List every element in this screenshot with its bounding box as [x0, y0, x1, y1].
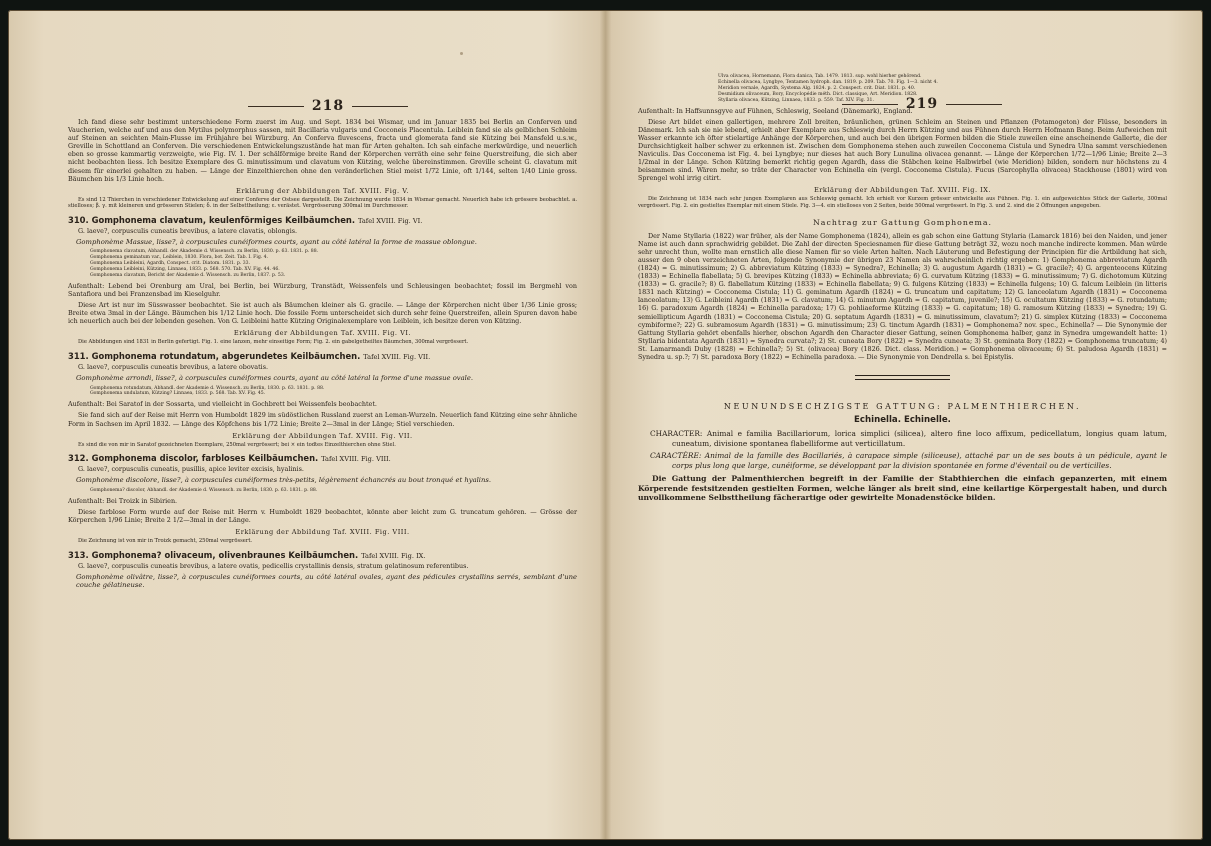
french-diagnosis: Gomphonème Massue, lisse?, à corpuscules cunéiformes courts, ayant au côté latéral la forme de massue oblongue.: [76, 238, 477, 247]
reference-line: Echinella olivacea, Lyngbye, Tentamen hydroph. dan. 1819. p. 209. Tab. 70. Fig. 1—3. nicht 4.: [718, 79, 938, 85]
species-title: 312. Gomphonema discolor, farbloses Keilbäumchen.: [68, 453, 319, 464]
explanation-text: Es sind 12 Thierchen in verschiedener Entwickelung auf einer Conferve der Ostsee dargestellt. Die Zeichnung wurde 1834 in Wismar gemacht. Neuerlich habe ich grössere beobachtet. a. stielloses; β. γ. mit kleineren und grösseren Stielen; δ. in der Selbsttheilung; ε. verästet. Vergrösserung 300mal im Durchmesser.: [68, 196, 577, 210]
explanation-heading: Erklärung der Abbildung Taf. XVIII. Fig. VIII.: [235, 527, 410, 536]
open-book: [8, 10, 1203, 840]
header-rule: [352, 106, 408, 107]
explanation-text: Die Abbildungen sind 1831 in Berlin gefertigt. Fig. 1. eine lanzen, mehr einseitige Form; Fig. 2. ein gabelgetheiltes Bäumchen, 300mal vergrössert.: [78, 339, 469, 346]
reference-line: Gomphonema Leibleini, Agardh, Conspect. crit. Diatom. 1831. p. 33.: [90, 261, 251, 267]
species-heading-313: [68, 550, 577, 561]
description-text: Diese Art ist nur im Süsswasser beobachtet. Sie ist auch als Bäumchen kleiner als G. gracile. — Länge der Körperchen nicht über 1/36 Linie gross; Breite etwa 3mal in der Länge. Bäumchen bis 1/12 Linie hoch. Die fossile Form unterscheidet sich durch sehr feine Querstreifen, allein Spuren davon habe ich neuerlich auch bei der lebenden gesehen. Von G. Leibleini hatte Kützing Originalexemplare von Leiblein, ich besitze deren von Kützing.: [68, 301, 577, 326]
synonym-references: [68, 386, 577, 398]
reference-line: Ulva olivacea, Hornemann, Flora danica, Tab. 1479. 1813. sup. wohl hierher gehörend.: [718, 74, 922, 79]
explanation-heading: Erklärung der Abbildungen Taf. XVIII. Fig. IX.: [813, 186, 992, 195]
french-diagnosis: Gomphonème olivâtre, lisse?, à corpuscules cunéiformes courts, au côté latéral ovales, ayant des pédicules crystallins serrés, semblant d'une couche gélatineuse.: [76, 572, 577, 589]
species-heading-310: [68, 215, 577, 226]
reference-line: Styllaria olivacea, Kützing, Linnaea, 1833. p. 559. Taf. XIV. Fig. 31.: [718, 97, 874, 103]
page-number-left: 218: [311, 98, 345, 114]
left-page: [8, 10, 605, 840]
reference-line: Gomphonema? discolor, Abhandl. der Akademie d. Wissensch. zu Berlin, 1830. p. 63. 1831. p. 88.: [90, 487, 318, 493]
page-number-right: 219: [905, 96, 939, 112]
latin-diagnosis: G. laeve?, corpusculis cuneatis, pusillis, apice leviter excisis, hyalinis.: [78, 465, 304, 474]
latin-diagnosis: G. laeve?, corpusculis cuneatis brevibus, a latere clavatis, oblongis.: [78, 226, 298, 235]
plate-reference: Tafel XVIII. Fig. VII.: [363, 353, 431, 362]
reference-line: Desmidium olivaceum, Bory, Encyclopédie méth. Dict. classique, Art. Meridion. 1828.: [718, 91, 918, 97]
explanation-text: Die Zeichnung ist von mir in Troizk gemacht, 250mal vergrössert.: [78, 537, 253, 544]
reference-line: Gomphonema clavatum, Bericht der Akademie d. Wissensch. zu Berlin, 1837. p. 53.: [90, 273, 286, 279]
right-page: [606, 10, 1203, 840]
french-diagnosis: Gomphonème discolore, lisse?, à corpuscules cunéiformes très-petits, légèrement échancrés au bout tronqué et hyalins.: [76, 476, 492, 485]
character-label: CHARACTER:: [650, 429, 703, 439]
explanation-heading: Erklärung der Abbildungen Taf. XVIII. Fig. V.: [236, 186, 409, 195]
latin-diagnosis: G. laeve?, corpusculis cuneatis brevibus, a latere obovatis.: [78, 363, 269, 372]
habitat-text: Aufenthalt: Bei Troizk in Sibirien.: [68, 496, 178, 505]
caractere-text: Animal de la famille des Bacillariés, à carapace simple (siliceuse), attaché par un de ses bouts à un pédicule, ayant le corps plus long que large, cunéiforme, se développant par la division spontanée en forme d'éventail ou de verticilles.: [672, 451, 1167, 470]
genus-section-heading: NEUNUNDSECHZIGSTE GATTUNG: PALMENTHIERCHEN.: [723, 402, 1082, 412]
explanation-text: Die Zeichnung ist 1834 nach sehr jungen Exemplaren aus Schleswig gemacht. Ich erhielt vor Kurzem grösser entwickelte aus Fühnen. Fig. 1. ein aufgeweichtes Stück der Gallerte, 300mal vergrössert. Fig. 2. ein gestieltes Exemplar mit einem Stiele. Fig. 3—4. ein stielloses von 2 Seiten, beide 500mal vergrössert. In Fig. 3. und 2. sind die 2 Öffnungen angegeben.: [638, 196, 1167, 209]
character-text: Animal e familia Bacillariorum, lorica simplici (silicea), altero fine loco affixum, pedicellatum, longius quam latum, cuneatum, divisione spontanea flabelliforme aut verticillatum.: [672, 429, 1167, 448]
supplement-text: Der Name Styllaria (1822) war früher, als der Name Gomphonema (1824), allein es gab schon eine Gattung Stylaria (Lamarck 1816) bei den Naiden, und jener Name ist auch dann sprachwidrig gebildet. Die Zahl der directen Speciesnamen für diese Gattung beträgt 32, wozu noch manche indirecte kommen. Man würde sehr unrecht thun, wollte man ernstlich alle diese Namen für so viele Arten halten. Nach Läuterung und Befestigung der Principien für die Artbildung hat sich, ausser den 9 oben verzeichneten Arten, folgende Synonymie der übrigen 23 Namen als wahrscheinlich richtig ergeben: 1) Gomphonema abbreviatum Agardh (1824) = G. minutissimum; 2) G. abbreviatum Kützing (1833) = Synedra?, Echinella; 3) G. augustum Agardh (1831) = G. gracile?; 4) G. argenteocens Kützing (1833) = Echinella flabellata; 5) G. brevipes Kützing (1833) = Echinella abbreviata; 6) G. curvatum Kützing (1833) = G. minutissimum; 7) G. dichotomum Kützing (1833) = G. gracile?; 8) G. flabellatum Kützing (1833) = Echinella flabellata; 9) G. fulgens Kützing (1833) = Echinella fulgens; 10) G. falcum Leiblein (in litteris 1831 nach Kützing) = Cocconema Cistula; 11) G. geminatum Agardh (1824) = G. truncatum und capitatum; 12) G. lanceolatum Agardh (1831) = Cocconema lanceolatum; 13) G. Leibleini Agardh (1831) = G. clavatum; 14) G. minutum Agardh = G. capitatum, juvenile?; 15) G. ocultatum Kützing (1833) = G. rotundatum; 16) G. paradoxum Agardh (1824) = Echinella paradoxa; 17) G. pohliaeforme Kützing (1833) = G. capitatum; 18) G. ramosum Kützing (1833) = Synedra; 19) G. semiellipticum Agardh (1831) = Cocconema Cistula; 20) G. septatum Agardh (1831) = G. minutissimum, clavatum?; 21) G. simplex Kützing (1833) = Cocconema cymbiforme?; 22) G. subramosum Agardh (1831) = G. minutissimum; 23) G. tinctum Agardh (1831) = Gomphonema? nov. spec., Echinella? — Die Synonymie der Gattung Styllaria gehört ebenfalls hierher, obschon Agardh den Character dieser Gattung, seinen Gomphonema halber, ganz in Synedra umgewandelt hatte: 1) Styllaria bidentata Agardh (1831) = Synedra curvata?; 2) St. cuneata Bory (1822) = Synedra cuneata; 3) St. geminata Bory (1822) = Gomphonema truncatum; 4) St. Lamarmandi Duby (1828) = Echinella?; 5) St. (olivacea) Bory (1826. Dict. class. Meridion.) = Gomphonema olivaceum; 6) St. paludosa Agardh (1831) = Synedra u. sp.?; 7) St. paradoxa Bory (1822) = Echinella paradoxa. — Die Synonymie von Dendrella s. bei Epistylis.: [638, 231, 1167, 361]
habitat-text: Aufenthalt: Bei Saratof in der Sossarta, und vielleicht in Gochbrett bei Weissenfels beobachtet.: [68, 400, 377, 409]
habitat-text: Aufenthalt: In Haffsunnsgyve auf Fühnen, Schleswig, Seeland (Dänemark), England.: [638, 106, 913, 115]
species-title: 310. Gomphonema clavatum, keulenförmiges Keilbäumchen.: [68, 214, 356, 225]
reference-line: Gomphonema geminatum var., Leiblein, 1830. Flora, bot. Zeit. Tab. I. Fig. 4.: [90, 255, 269, 261]
reference-line: Meridion vernale, Agardh, Systema Alg. 1824. p. 2. Conspect. crit. Diat. 1831. p. 40.: [718, 85, 916, 91]
reference-line: Gomphonema rotundatum, Abhandl. der Akademie d. Wissensch. zu Berlin, 1830. p. 63. 1831. p. 88.: [90, 385, 325, 391]
synonym-references: [68, 488, 577, 494]
section-divider: [855, 375, 950, 380]
french-diagnosis: Gomphonème arrondi, lisse?, à corpuscules cunéiformes courts, ayant au côté latéral la forme d'une massue ovale.: [76, 374, 474, 383]
reference-line: Gomphonema undulatum, Kützing? Linnaea, 1833. p. 568. Tab. XV. Fig. 45.: [90, 391, 266, 397]
header-rule: [248, 106, 304, 107]
caractere-label: CARACTÈRE:: [650, 451, 702, 461]
reference-line: Gomphonema Leibleini, Kützing, Linnaea, 1833. p. 568. 570. Tab. XV. Fig. 44. 46.: [90, 267, 280, 273]
french-character: [650, 451, 1167, 470]
latin-diagnosis: G. laeve?, corpusculis cuneatis brevibus, a latere ovatis, pedicellis crystallinis densis, stratum gelatinosum referentibus.: [78, 561, 469, 570]
intro-paragraph: Ich fand diese sehr bestimmt unterschiedene Form zuerst im Aug. und Sept. 1834 bei Wismar, und im Januar 1835 bei Berlin an Conferven und Vaucherien, welche auf und aus den Mytilus polymorphus sassen, mit Bacillaria vulgaris und Cocconeis Placentula. Leiblein fand sie als gelblichen Schleim auf Steinen an seichten Main-Flusse im Frühjahre bei Würzburg. An Conferva fluvescens, fracta und glomerata fand sie Kützing bei Mansfeld u.s.w., Greville in Schottland an Conferven. Die verschiedenen Entwickelungszustände hat man für Arten gehalten. Ich sah einfache merkwürdige, und neuerlich eben so grosse kammartig verzweigte, wie Fig. IV. 1. Der schälförmige breite Rand der Körperchen verräth eine sehr feine Querstreifung, die sich aber nicht beobachten liess. Ich besitze Exemplare des G. minutissimum und clavatum von Kützing, welche übereinstimmen. Greville scheint G. clavatum mit diesem für einerlei gehalten zu haben. — Länge der Einzelthierchen ohne den veränderlichen Stiel meist 1/72 Linie, oft 1/144, selten 1/40 Linie gross. Bäumchen bis 1/3 Linie hoch.: [68, 118, 577, 183]
explanation-heading: Erklärung der Abbildungen Taf. XVIII. Fig. VI.: [233, 329, 412, 338]
species-heading-311: [68, 351, 577, 362]
description-text: Diese Art bildet einen gallertigen, mehrere Zoll breiten, bräunlichen, grünen Schleim an Steinen und Pflanzen (Potamogeton) der Flüsse, besonders in Dänemark. Ich sah sie nie lebend, erhielt aber Exemplare aus Schleswig durch Herrn Kützing und aus Fühnen durch Herrn Hofmann Bang. Beim Aufweichen mit Wasser erkannte ich öfter stielartige Anhänge der Körperchen, und auch bei den übrigen Formen bilden die Stiele zuweilen eine anscheinende Gallerte, die der Durchsichtigkeit halber schwer zu erkennen ist. Zwischen dem Gomphonema stehen auch zuweilen Cocconema Cistula und Synedra Ulna sammt verschiedenen Naviculis. Das Cocconema ist Fig. 4. bei Lyngbye; nur dieses hat auch Bory Lunulina olivacea genannt. — Länge der Körperchen 1/72—1/96 Linie; Breite 2—3 1/2mal in der Länge. Schon Kützing bemerkt richtig gegen Agardh, dass die Stäbchen keine Halbwirbel (wie Meridion) bilden, sondern nur höchstens zu 4 beisammen sind. Wären mehr, so träte der Character von Echinella ein (vergl. Cocconema Cistula). Fucus (Sarcophylla olivacea) Stackhouse (1801) wird von Sprengel wohl irrig citirt.: [638, 117, 1167, 183]
right-page-body: [638, 74, 1167, 828]
left-page-header: [248, 98, 408, 114]
synonym-references: [638, 74, 1167, 104]
species-heading-312: [68, 453, 577, 464]
genus-name: Echinella. Echinelle.: [854, 415, 951, 426]
species-title: 313. Gomphonema? olivaceum, olivenbraunes Keilbäumchen.: [68, 549, 359, 560]
habitat-text: Aufenthalt: Lebend bei Orenburg am Ural, bei Berlin, bei Würzburg, Transtädt, Weissenfels und Schleusingen beobachtet; fossil im Bergmehl von Santafiora und bei Franzensbad im Kieselguhr.: [68, 281, 577, 299]
genus-description: Die Gattung der Palmenthierchen begreift in der Familie der Stabthierchen die einfach gepanzerten, mit einem Körperende festsitzenden gestielten Formen, welche länger als breit sind, eine keilartige Körpergestalt haben, und durch unvollkommene Selbsttheilung fächerartige oder gewirtelte Monadenstöcke bilden.: [638, 474, 1167, 503]
paper-spot: [460, 52, 463, 55]
plate-reference: Tafel XVIII. Fig. VI.: [357, 216, 423, 225]
plate-reference: Tafel XVIII. Fig. VIII.: [321, 455, 391, 464]
description-text: Diese farblose Form wurde auf der Reise mit Herrn v. Humboldt 1829 beobachtet, könnte aber leicht zum G. truncatum gehören. — Grösse der Körperchen 1/96 Linie; Breite 2 1/2—3mal in der Länge.: [68, 507, 577, 524]
latin-character: [650, 429, 1167, 448]
description-text: Sie fand sich auf der Reise mit Herrn von Humboldt 1829 im südöstlichen Russland zuerst an Leman-Wurzeln. Neuerlich fand Kützing eine sehr ähnliche Form in Sachsen im April 1832. — Länge des Köpfchens bis 1/72 Linie; Breite 2—3mal in der Länge; Stiel verschieden.: [68, 411, 577, 428]
explanation-heading: Erklärung der Abbildungen Taf. XVIII. Fig. VII.: [232, 431, 413, 440]
left-page-body: [68, 118, 577, 828]
species-title: 311. Gomphonema rotundatum, abgerundetes Keilbäumchen.: [68, 351, 361, 362]
synonym-references: [68, 249, 577, 279]
reference-line: Gomphonema clavatum, Abhandl. der Akademie d. Wissensch. zu Berlin, 1830. p. 63. 1831. p. 88.: [90, 249, 319, 255]
plate-reference: Tafel XVIII. Fig. IX.: [361, 551, 426, 560]
supplement-heading: Nachtrag zur Gattung Gomphonema.: [812, 217, 992, 227]
explanation-text: Es sind die von mir in Saratof gezeichneten Exemplare, 250mal vergrössert; bei × ein todtes Einzelthierchen ohne Stiel.: [78, 441, 396, 448]
